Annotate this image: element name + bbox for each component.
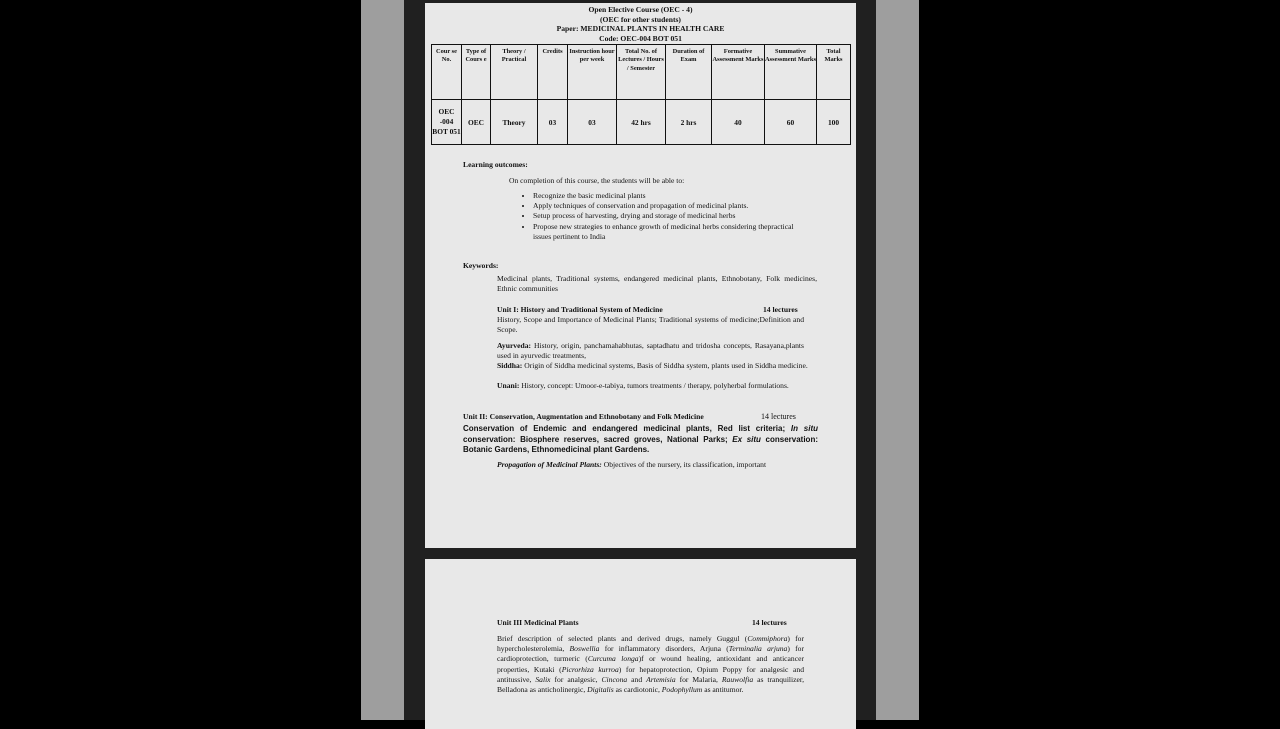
plant-name: Digitalis bbox=[587, 685, 614, 695]
table-cell: OEC bbox=[462, 100, 491, 145]
table-header-cell: Summative Assessment Marks bbox=[765, 45, 817, 100]
plant-name: Curcuma longa bbox=[587, 654, 639, 664]
course-code: Code: OEC-004 BOT 051 bbox=[599, 33, 682, 43]
unit3-text: )f or wound healing, antioxidant and anticancer properties, Kutaki ( bbox=[497, 654, 804, 674]
table-header-cell: Formative Assessment Marks bbox=[712, 45, 765, 100]
siddha-text: Origin of Siddha medicinal systems, Basis of Siddha system, plants used in Siddha medicine. bbox=[524, 361, 808, 370]
plant-name: Rauwolfia bbox=[721, 674, 754, 684]
plant-name: Podophyllum bbox=[661, 685, 703, 695]
ayurveda-paragraph bbox=[497, 341, 804, 361]
outcomes-heading: Learning outcomes: bbox=[463, 160, 528, 169]
table-header-cell: Credits bbox=[538, 45, 568, 100]
unit3-text: as tranquilizer, Belladona as anticholinergic, bbox=[497, 674, 805, 695]
keywords-heading: Keywords: bbox=[463, 261, 499, 270]
document-page-2 bbox=[425, 559, 856, 729]
plant-name: Salix bbox=[535, 674, 551, 684]
document-page-1 bbox=[425, 3, 856, 548]
unit3-body bbox=[497, 634, 804, 695]
unit3-text: as cardiotonic, bbox=[613, 685, 662, 695]
list-item: • Apply techniques of conservation and propagation of medicinal plants. bbox=[533, 201, 803, 211]
table-cell: OEC -004 BOT 051 bbox=[432, 100, 462, 145]
ayurveda-text: History, origin, panchamahabhutas, saptadhatu and tridosha concepts, Rasayana,plants used in ayurvedic treatments, bbox=[497, 341, 804, 361]
unit3-text: for inflammatory disorders, Arjuna ( bbox=[599, 644, 729, 654]
plant-name: Terminalia arjuna bbox=[728, 644, 788, 654]
table-cell: 100 bbox=[817, 100, 851, 145]
propagation-text: Objectives of the nursery, its classification, important bbox=[601, 460, 767, 469]
course-table bbox=[431, 44, 851, 145]
unit2-text: conservation: Botanic Gardens, Ethnomedicinal plant Gardens. bbox=[463, 434, 818, 455]
table-cell: 03 bbox=[538, 100, 568, 145]
unit2-text: Conservation of Endemic and endangered medicinal plants, Red list criteria; bbox=[463, 424, 791, 433]
plant-name: Artemisia bbox=[646, 674, 676, 684]
ayurveda-label: Ayurveda: bbox=[497, 341, 532, 350]
table-header-cell: Type of Cours e bbox=[462, 45, 491, 100]
table-header-row bbox=[432, 45, 851, 100]
unit2-text: conservation: Biosphere reserves, sacred groves, National Parks; bbox=[463, 434, 733, 444]
siddha-label: Siddha: bbox=[497, 361, 523, 370]
list-item: • Setup process of harvesting, drying and storage of medicinal herbs bbox=[533, 211, 803, 221]
unit2-title: Unit II: Conservation, Augmentation and Ethnobotany and Folk Medicine bbox=[463, 412, 704, 421]
outcomes-list bbox=[521, 191, 803, 242]
unit3-text: ) for cardioprotection, turmeric ( bbox=[497, 644, 804, 664]
propagation-label: Propagation of Medicinal Plants: bbox=[497, 460, 602, 469]
unit2-term: Ex situ bbox=[732, 434, 761, 444]
unit3-title: Unit III Medicinal Plants bbox=[497, 618, 579, 627]
table-header-cell: Cour se No. bbox=[432, 45, 462, 100]
plant-name: Cincona bbox=[601, 674, 628, 684]
unit1-body: History, Scope and Importance of Medicinal Plants; Traditional systems of medicine;Definition and Scope. bbox=[497, 315, 804, 335]
unit3-text: for analgesic, bbox=[550, 674, 602, 684]
unit3-text: for Malaria, bbox=[675, 674, 722, 684]
outcomes-intro: On completion of this course, the students will be able to: bbox=[509, 176, 685, 185]
table-cell: 60 bbox=[765, 100, 817, 145]
course-title: Open Elective Course (OEC - 4) bbox=[588, 5, 693, 14]
course-subtitle: (OEC for other students) bbox=[600, 14, 681, 24]
list-item: • Propose new strategies to enhance growth of medicinal herbs considering thepractical issues pertinent to India bbox=[533, 222, 803, 242]
unani-paragraph bbox=[497, 381, 804, 391]
table-row bbox=[432, 100, 851, 145]
table-cell: Theory bbox=[491, 100, 538, 145]
plant-name: Commiphora bbox=[747, 634, 788, 643]
paper-title: Paper: MEDICINAL PLANTS IN HEALTH CARE bbox=[556, 24, 725, 33]
unit2-term: In situ bbox=[790, 424, 818, 433]
right-frame bbox=[876, 0, 919, 720]
unani-text: History, concept: Umoor-e-tabiya, tumors treatments / therapy, polyherbal formulations. bbox=[521, 381, 789, 390]
unit3-text: and bbox=[627, 674, 647, 684]
unit1-title: Unit I: History and Traditional System of Medicine bbox=[497, 305, 663, 314]
unit3-text: ) for hypercholesterolemia, bbox=[497, 634, 804, 654]
plant-name: Picrorhiza kurroa bbox=[561, 664, 619, 674]
table-cell: 03 bbox=[568, 100, 617, 145]
table-header-cell: Duration of Exam bbox=[666, 45, 712, 100]
table-header-cell: Theory / Practical bbox=[491, 45, 538, 100]
table-cell: 2 hrs bbox=[666, 100, 712, 145]
keywords-text: Medicinal plants, Traditional systems, endangered medicinal plants, Ethnobotany, Folk medicines, Ethnic communities bbox=[497, 274, 817, 294]
table-header-cell: Instruction hour per week bbox=[568, 45, 617, 100]
unit2-lectures: 14 lectures bbox=[761, 412, 796, 421]
unit3-text: as antitumor. bbox=[702, 685, 744, 695]
table-cell: 42 hrs bbox=[617, 100, 666, 145]
table-header-cell: Total No. of Lectures / Hours / Semester bbox=[617, 45, 666, 100]
unit3-text: Brief description of selected plants and derived drugs, namely Guggul ( bbox=[497, 634, 748, 643]
table-cell: 40 bbox=[712, 100, 765, 145]
unit3-text: ) for hepatoprotection, Opium Poppy for analgesic and antitussive, bbox=[497, 664, 804, 684]
propagation-paragraph bbox=[497, 460, 827, 470]
unit3-lectures: 14 lectures bbox=[752, 618, 787, 627]
unani-label: Unani: bbox=[497, 381, 520, 390]
plant-name: Boswellia bbox=[569, 644, 600, 654]
unit1-lectures: 14 lectures bbox=[763, 305, 798, 314]
table-header-cell: Total Marks bbox=[817, 45, 851, 100]
unit2-conservation-paragraph bbox=[463, 424, 818, 456]
left-frame bbox=[361, 0, 404, 720]
list-item: • Recognize the basic medicinal plants bbox=[533, 191, 803, 201]
siddha-paragraph bbox=[497, 361, 819, 371]
